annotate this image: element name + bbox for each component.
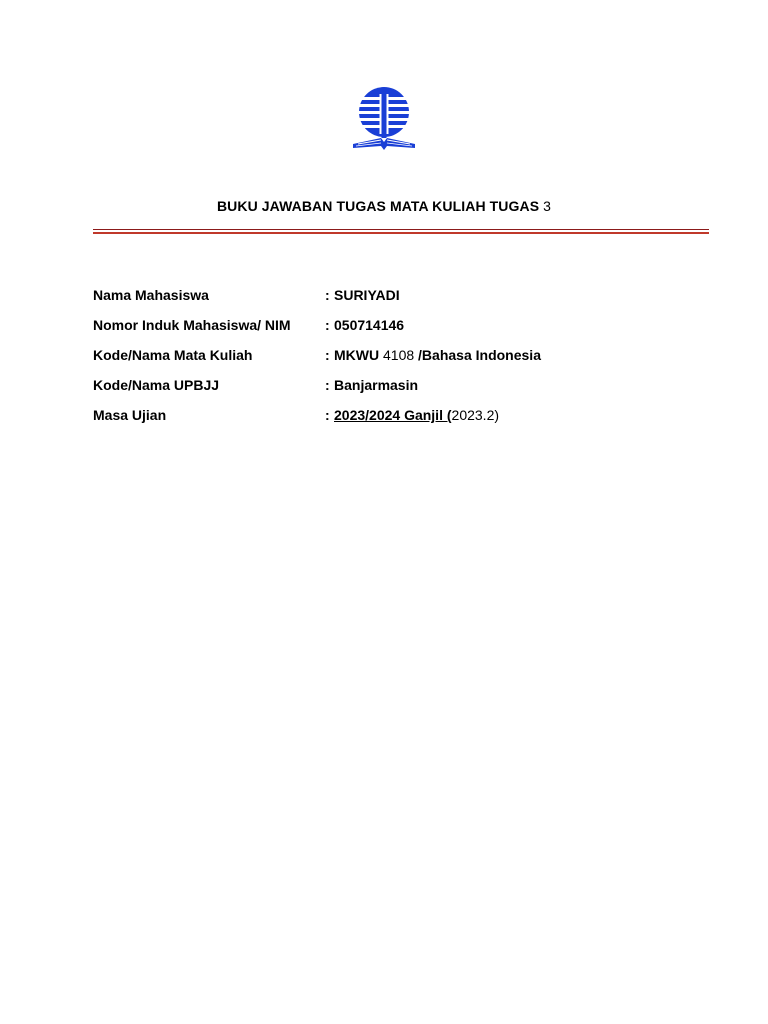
info-row-upbjj bbox=[93, 377, 713, 407]
info-row-name bbox=[93, 287, 713, 317]
field-separator: : bbox=[325, 377, 330, 393]
title-divider bbox=[93, 229, 709, 235]
document-title-number: 3 bbox=[543, 198, 552, 214]
field-label: Nama Mahasiswa bbox=[93, 287, 209, 303]
course-name: /Bahasa Indonesia bbox=[418, 347, 541, 363]
info-row-nim bbox=[93, 317, 713, 347]
field-value bbox=[334, 347, 541, 363]
field-separator: : bbox=[325, 287, 330, 303]
university-logo-icon bbox=[350, 86, 418, 154]
field-value bbox=[334, 407, 499, 423]
exam-period-code: 2023.2) bbox=[451, 407, 500, 423]
field-separator: : bbox=[325, 347, 330, 363]
field-value: SURIYADI bbox=[334, 287, 400, 303]
field-label: Kode/Nama Mata Kuliah bbox=[93, 347, 253, 363]
info-row-exam-period bbox=[93, 407, 713, 437]
field-separator: : bbox=[325, 317, 330, 333]
divider-line-top bbox=[93, 229, 709, 230]
document-title bbox=[0, 198, 768, 214]
document-title-text: BUKU JAWABAN TUGAS MATA KULIAH TUGAS bbox=[216, 198, 540, 214]
field-label: Masa Ujian bbox=[93, 407, 167, 423]
field-label: Nomor Induk Mahasiswa/ NIM bbox=[93, 317, 291, 333]
info-row-course bbox=[93, 347, 713, 377]
field-value: 050714146 bbox=[334, 317, 405, 333]
divider-line-bottom bbox=[93, 232, 709, 234]
field-separator: : bbox=[325, 407, 330, 423]
course-code: MKWU bbox=[334, 347, 380, 363]
student-info-table bbox=[93, 287, 713, 437]
course-number: 4108 bbox=[383, 347, 415, 363]
field-label: Kode/Nama UPBJJ bbox=[93, 377, 220, 393]
field-value: Banjarmasin bbox=[334, 377, 419, 393]
exam-period-underlined: 2023/2024 Ganjil ( bbox=[334, 407, 452, 423]
